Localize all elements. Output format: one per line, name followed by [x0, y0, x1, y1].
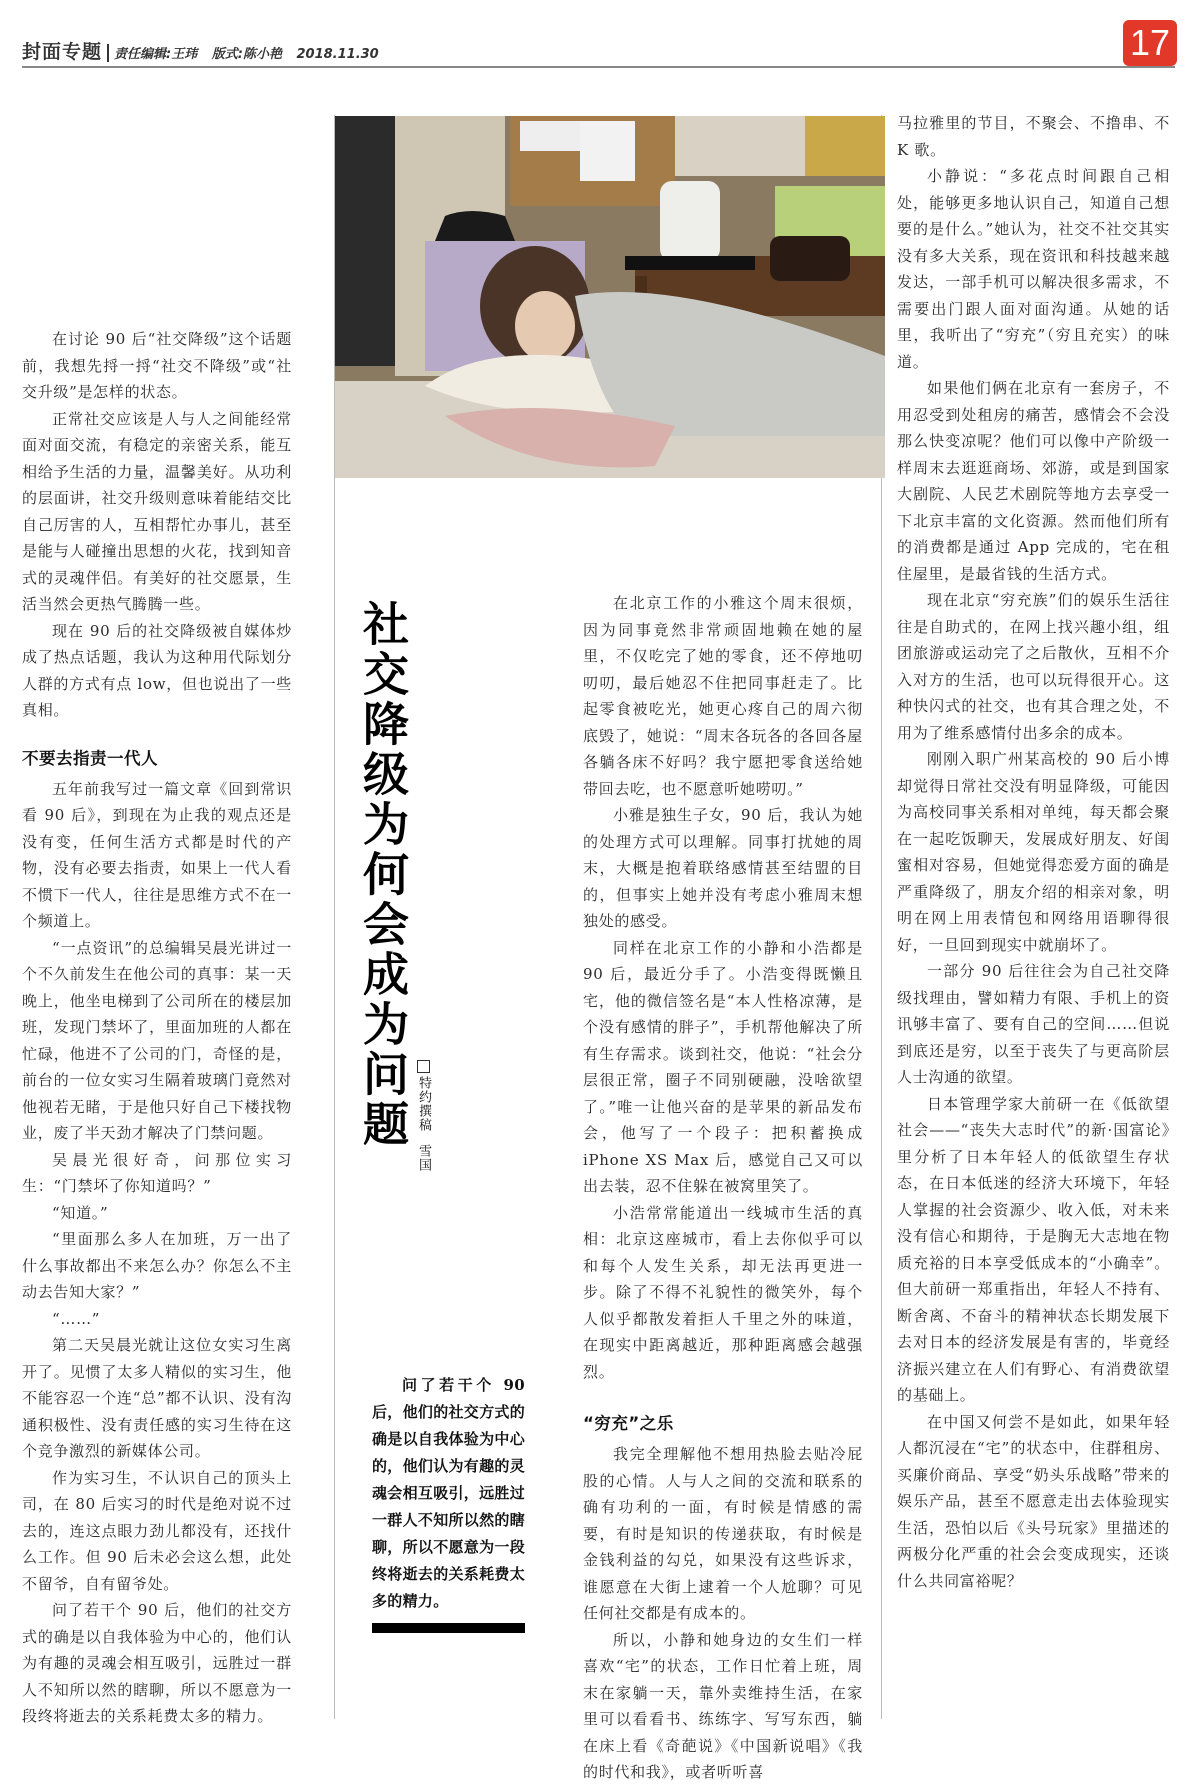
- byline: [414, 1060, 433, 1172]
- paragraph: 问了若干个 90 后，他们的社交方式的确是以自我体验为中心的，他们认为有趣的灵魂会相互吸引，远胜过一群人不知所以然的瞎聊，所以不愿意为一段终将逝去的关系耗费太多的精力。: [22, 1601, 292, 1725]
- pull-quote: [372, 1372, 525, 1615]
- paragraph: 作为实习生，不认识自己的顶头上司，在 80 后实习的时代是绝对说不过去的，连这点眼力劲儿都没有，还找什么工作。但 90 后未必会这么想，此处不留爷，自有留爷处。: [22, 1468, 292, 1593]
- issue-date: 2018.11.30: [296, 47, 379, 62]
- page-header: [22, 36, 1122, 64]
- paragraph: 我完全理解他不想用热脸去贴冷屁股的心情。人与人之间的交流和联系的确有功利的一面，有时候是情感的需要，有时是知识的传递获取，有时候是金钱利益的勾兑，如果没有这些诉求，谁愿意在大街上逮着一个人尬聊？可见任何社交都是有成本的。: [583, 1445, 863, 1622]
- paragraph-continued: 马拉雅里的节目，不聚会、不撸串、不 K 歌。: [897, 114, 1170, 159]
- article-title: 社交降级为何会成为问题: [356, 600, 410, 1150]
- byline-author: 雪国: [416, 1144, 431, 1172]
- paragraph: 日本管理学家大前研一在《低欲望社会——“丧失大志时代”的新·国富论》里分析了日本年轻人的低欲望生存状态，在日本低迷的经济大环境下，年轻人掌握的社会资源少、收入低，对未来没有信心和期待，于是胸无大志地在物质充裕的日本享受低成本的“小确幸”。但大前研一郑重指出，年轻人不持有、断舍离、不奋斗的精神状态长期发展下去对日本的经济发展是有害的，毕竟经济振兴建立在人们有野心、有消费欲望的基础上。: [897, 1094, 1170, 1404]
- paragraph: 五年前我写过一篇文章《回到常识看 90 后》，到现在为止我的观点还是没有变，任何生活方式都是时代的产物，没有必要去指责，如果上一代人看不惯下一代人，往往是思维方式不在一个频道上。: [22, 779, 292, 930]
- paragraph: “一点资讯”的总编辑吴晨光讲过一个不久前发生在他公司的真事：某一天晚上，他坐电梯到了公司所在的楼层加班，发现门禁坏了，里面加班的人都在忙碌，他进不了公司的门，奇怪的是，前台的一位女实习生隔着玻璃门竟然对他视若无睹，于是他只好自己下楼找物业，废了半天劲才解决了门禁问题。: [22, 938, 292, 1142]
- paragraph: 现在北京“穷充族”们的娱乐生活往往是自助式的，在网上找兴趣小组，组团旅游或运动完了之后散伙，互相不介入对方的生活，也可以玩得很开心。这种快闪式的社交，也有其合理之处，不用为了维系感情付出多余的成本。: [897, 591, 1170, 742]
- byline-label: 特约撰稿: [416, 1076, 431, 1132]
- page-number: 17: [1123, 20, 1177, 66]
- paragraph: 在北京工作的小雅这个周末很烦，因为同事竟然非常顽固地赖在她的屋里，不仅吃完了她的零食，还不停地叨叨叨，最后她忍不住把同事赶走了。比起零食被吃光，她更心疼自己的周六彻底毁了，她说：“周末各玩各的各回各屋各躺各床不好吗？我宁愿把零食送给她带回去吃，也不愿意听她唠叨。”: [583, 594, 863, 798]
- paragraph: 同样在北京工作的小静和小浩都是 90 后，最近分手了。小浩变得既懒且宅，他的微信签名是“本人性格凉薄，是个没有感情的胖子”，手机帮他解决了所有生存需求。谈到社交，他说：“社会分层很正常，圈子不同别硬融，没啥欲望了。”唯一让他兴奋的是苹果的新品发布会，他写了一个段子：把积蓄换成 iPhone XS Max 后，感觉自己又可以出去装，忍不住躲在被窝里笑了。: [583, 938, 863, 1195]
- paragraph: 刚刚入职广州某高校的 90 后小博却觉得日常社交没有明显降级，可能因为高校同事关系相对单纯，每天都会聚在一起吃饭聊天，发展成好朋友、好闺蜜相对容易，但她觉得恋爱方面的确是严重降级了，朋友介绍的相亲对象，明明在网上用表情包和网络用语聊得很好，一旦回到现实中就崩坏了。: [897, 750, 1170, 954]
- paragraph: “知道。”: [52, 1203, 109, 1222]
- header-rule: [22, 66, 1175, 68]
- paragraph: 一部分 90 后往往会为自己社交降级找理由，譬如精力有限、手机上的资讯够丰富了、要有自己的空间……但说到底还是穷，以至于丧失了与更高阶层人士沟通的欲望。: [897, 962, 1170, 1086]
- pull-quote-bar: [372, 1623, 525, 1633]
- paragraph: 在讨论 90 后“社交降级”这个话题前，我想先捋一捋“社交不降级”或“社交升级”是怎样的状态。: [22, 330, 292, 401]
- article-column-3: [583, 590, 863, 1786]
- paragraph: “里面那么多人在加班，万一出了什么事故都出不来怎么办？你怎么不主动去告知大家？”: [22, 1230, 292, 1301]
- subheading: 不要去指责一代人: [22, 748, 158, 768]
- article-photo: [335, 116, 885, 478]
- paragraph: 如果他们俩在北京有一套房子，不用忍受到处租房的痛苦，感情会不会没那么快变凉呢？他们可以像中产阶级一样周末去逛逛商场、郊游，或是到国家大剧院、人民艺术剧院等地方去享受一下北京丰富的文化资源。然而他们所有的消费都是通过 App 完成的，宅在租住屋里，是最省钱的生活方式。: [897, 379, 1170, 583]
- editor-credit: 责任编辑:王玮: [114, 47, 198, 62]
- paragraph: 小浩常常能道出一线城市生活的真相：北京这座城市，看上去你似乎可以和每个人发生关系，却无法再更进一步。除了不得不礼貌性的微笑外，每个人似乎都散发着拒人千里之外的味道，在现实中距离越近，那种距离感会越强烈。: [583, 1203, 863, 1381]
- byline-box-icon: [417, 1060, 430, 1073]
- paragraph: 吴晨光很好奇，问那位实习生：“门禁坏了你知道吗？”: [22, 1150, 292, 1195]
- pull-quote-text: 问了若干个 90 后，他们的社交方式的确是以自我体验为中心的，他们认为有趣的灵魂会相互吸引，远胜过一群人不知所以然的瞎聊，所以不愿意为一段终将逝去的关系耗费太多的精力。: [372, 1376, 526, 1610]
- header-meta: [114, 43, 389, 62]
- paragraph: 在中国又何尝不是如此，如果年轻人都沉浸在“宅”的状态中，住群租房、买廉价商品、享受“奶头乐战略”带来的娱乐产品，甚至不愿意走出去体验现实生活，恐怕以后《头号玩家》里描述的两极分化严重的社会会变成现实，还谈什么共同富裕呢？: [897, 1412, 1170, 1590]
- header-divider: [107, 44, 109, 62]
- layout-credit: 版式:陈小艳: [211, 47, 282, 62]
- paragraph: 正常社交应该是人与人之间能经常面对面交流，有稳定的亲密关系，能互相给予生活的力量，温馨美好。从功利的层面讲，社交升级则意味着能结交比自己厉害的人，互相帮忙办事儿，甚至是能与人碰撞出思想的火花，找到知音式的灵魂伴侣。有美好的社交愿景，生活当然会更热气腾腾一些。: [22, 409, 292, 613]
- paragraph: 现在 90 后的社交降级被自媒体炒成了热点话题，我认为这种用代际划分人群的方式有点 low，但也说出了一些真相。: [22, 621, 292, 719]
- article-column-4: [897, 110, 1170, 1594]
- section-name: 封面专题: [22, 41, 103, 63]
- subheading: “穷充”之乐: [583, 1414, 674, 1433]
- paragraph: 小雅是独生子女，90 后，我认为她的处理方式可以理解。同事打扰她的周末，大概是抱着联络感情甚至结盟的目的，但事实上她并没有考虑小雅周末想独处的感受。: [583, 806, 863, 930]
- paragraph: 第二天吴晨光就让这位女实习生离开了。见惯了太多人精似的实习生，他不能容忍一个连“总”都不认识、没有沟通积极性、没有责任感的实习生待在这个竞争激烈的新媒体公司。: [22, 1336, 292, 1460]
- paragraph: 小静说：“多花点时间跟自己相处，能够更多地认识自己，知道自己想要的是什么。”她认为，社交不社交其实没有多大关系，现在资讯和科技越来越发达，一部手机可以解决很多需求，不需要出门跟人面对面沟通。从她的话里，我听出了“穷充”（穷且充实）的味道。: [897, 167, 1170, 371]
- paragraph: “……”: [52, 1309, 101, 1328]
- paragraph: 所以，小静和她身边的女生们一样喜欢“宅”的状态，工作日忙着上班，周末在家躺一天，靠外卖维持生活，在家里可以看看书、练练字、写写东西，躺在床上看《奇葩说》《中国新说唱》《我的时代和我》，或者听听喜: [583, 1630, 863, 1781]
- article-column-1: [22, 326, 292, 1730]
